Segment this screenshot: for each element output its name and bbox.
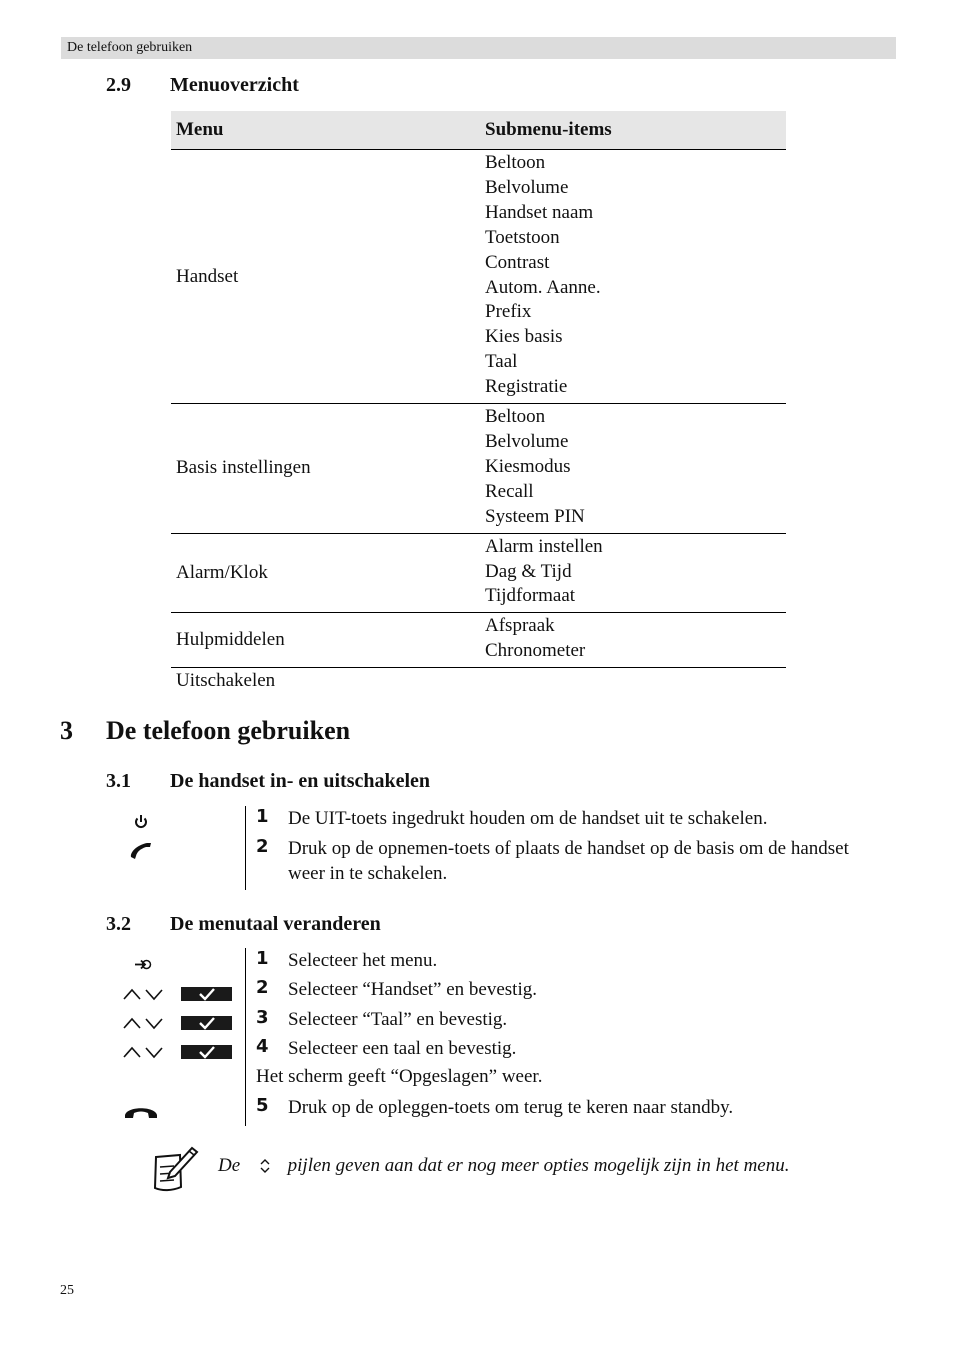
submenu-cell: Beltoon Belvolume Kiesmodus Recall Systeem PIN: [478, 404, 786, 534]
up-down-scroll-icon: [259, 1157, 271, 1175]
running-header: [61, 37, 896, 59]
step-number: 1: [256, 948, 269, 969]
table-header-row: [171, 111, 786, 150]
step-number: 2: [256, 836, 269, 857]
step-text: Selecteer een taal en bevestig.: [288, 1038, 517, 1059]
step-text: Druk op de opleggen-toets om terug te keren naar standby.: [288, 1097, 734, 1118]
column-header-submenu: Submenu-items: [478, 111, 786, 150]
table-row: [171, 404, 786, 534]
note-text-end: pijlen geven aan dat er nog meer opties mogelijk zijn in het menu.: [287, 1155, 790, 1176]
note-text-start: De: [218, 1155, 241, 1176]
step-number: 2: [256, 977, 269, 998]
menu-cell: Basis instellingen: [171, 404, 478, 534]
submenu-cell: Alarm instellen Dag & Tijd Tijdformaat: [478, 533, 786, 613]
chapter-number: 3: [60, 716, 73, 745]
section-number: 3.2: [106, 913, 131, 935]
column-header-menu: Menu: [171, 111, 478, 150]
menu-cell: Uitschakelen: [176, 670, 276, 692]
note-text: [218, 1155, 789, 1177]
step-number: 1: [256, 806, 269, 827]
submenu-cell: Afspraak Chronometer: [478, 613, 786, 668]
table-row: [171, 533, 786, 613]
step-text: De UIT-toets ingedrukt houden om de handset uit te schakelen.: [288, 808, 768, 829]
section-title: De handset in- en uitschakelen: [170, 770, 431, 792]
chapter-title: De telefoon gebruiken: [106, 716, 351, 745]
submenu-cell: Beltoon Belvolume Handset naam Toetstoon Contrast Autom. Aanne. Prefix Kies basis Taal Registratie: [478, 150, 786, 404]
confirm-key-icon: [181, 1045, 232, 1059]
step-text: Druk op de opnemen-toets of plaats de handset op de basis om de handset weer in te schakelen.: [288, 838, 849, 884]
table-row: [171, 668, 786, 693]
submenu-cell: [478, 668, 786, 693]
note-pencil-icon: [150, 1145, 200, 1195]
section-title: De menutaal veranderen: [170, 913, 381, 935]
hang-up-icon: [124, 1103, 158, 1119]
table-row: [171, 150, 786, 404]
step-text: Selecteer “Handset” en bevestig.: [288, 979, 537, 1000]
step-text: Selecteer “Taal” en bevestig.: [288, 1009, 508, 1030]
power-icon: [133, 813, 149, 830]
menu-cell: Handset: [171, 150, 478, 404]
section-title: Menuoverzicht: [170, 74, 299, 96]
up-down-arrows-icon: [123, 987, 165, 1001]
step-number: 4: [256, 1036, 269, 1057]
section-number: 2.9: [106, 74, 131, 96]
up-down-arrows-icon: [123, 1045, 165, 1059]
chapter-3-heading: [60, 716, 351, 746]
up-down-arrows-icon: [123, 1016, 165, 1030]
running-title: De telefoon gebruiken: [67, 40, 193, 55]
menu-key-icon: [134, 956, 152, 973]
table-row: [171, 613, 786, 668]
confirm-key-icon: [181, 987, 232, 1001]
confirm-key-icon: [181, 1016, 232, 1030]
menu-cell: Hulpmiddelen: [171, 613, 478, 668]
menu-overview-table: [171, 111, 786, 692]
step-number: 3: [256, 1007, 269, 1028]
call-icon: [128, 840, 154, 860]
section-3-1-steps: [245, 806, 849, 890]
menu-cell: Alarm/Klok: [171, 533, 478, 613]
section-number: 3.1: [106, 770, 131, 792]
step-text: Selecteer het menu.: [288, 950, 438, 971]
page-number: 25: [60, 1283, 74, 1298]
step-number: 5: [256, 1095, 269, 1116]
info-text: Het scherm geeft “Opgeslagen” weer.: [256, 1066, 543, 1087]
